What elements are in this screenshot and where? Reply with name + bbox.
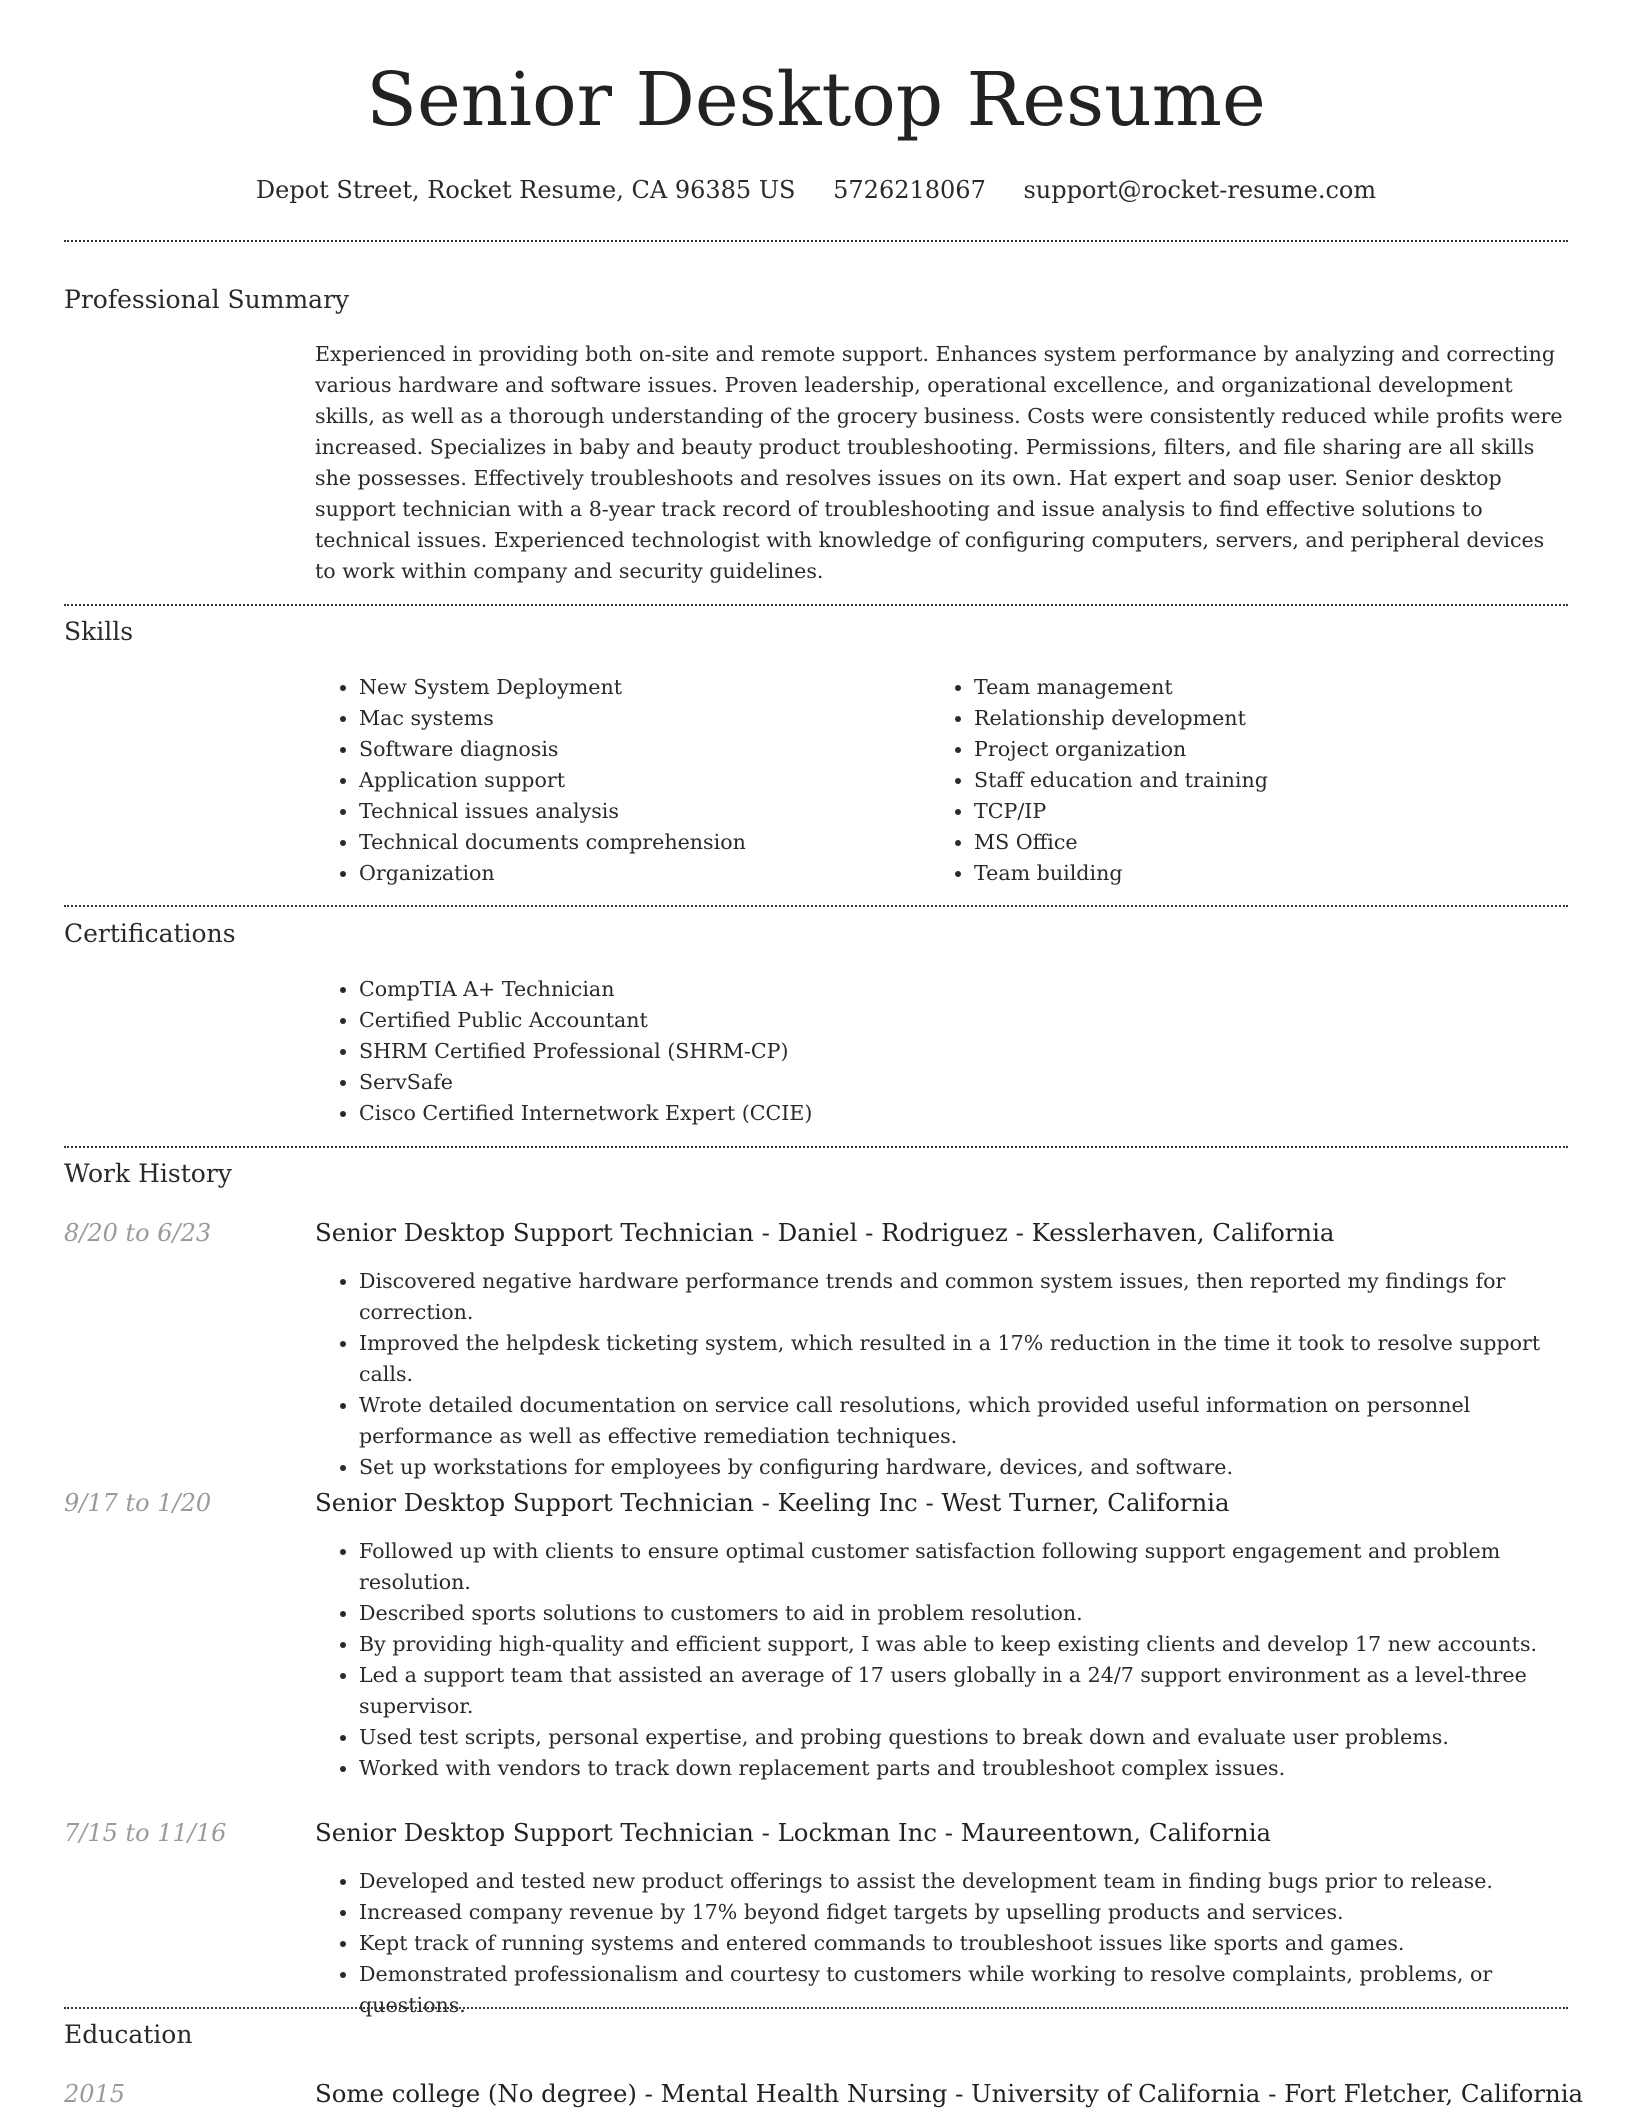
divider <box>64 2007 1568 2009</box>
job-bullet: • Worked with vendors to track down replacement parts and troubleshoot complex issues. <box>359 1753 1575 1784</box>
job-bullet: • Demonstrated professionalism and courtesy to customers while working to resolve complaints, problems, or questions. <box>359 1959 1575 2021</box>
job-bullet: • Improved the helpdesk ticketing system, which resulted in a 17% reduction in the time it took to resolve support calls. <box>359 1328 1575 1390</box>
contact-phone: 5726218067 <box>833 176 986 204</box>
skill-item: • Organization <box>359 858 915 889</box>
divider <box>64 1146 1568 1148</box>
skill-item: • Team management <box>974 672 1550 703</box>
job-bullet: • Developed and tested new product offerings to assist the development team in finding bugs prior to release. <box>359 1866 1575 1897</box>
section-title-certifications: Certifications <box>64 919 236 948</box>
job-heading: Senior Desktop Support Technician - Daniel - Rodriguez - Kesslerhaven, California <box>315 1218 1335 1247</box>
job-bullet: • Set up workstations for employees by configuring hardware, devices, and software. <box>359 1452 1575 1483</box>
job-heading: Senior Desktop Support Technician - Lockman Inc - Maureentown, California <box>315 1818 1272 1847</box>
divider <box>64 905 1568 907</box>
section-title-education: Education <box>64 2020 193 2049</box>
job-heading: Senior Desktop Support Technician - Keeling Inc - West Turner, California <box>315 1488 1230 1517</box>
certifications-list <box>315 974 1215 1129</box>
job-dates: 8/20 to 6/23 <box>64 1219 212 1247</box>
skill-item: • Project organization <box>974 734 1550 765</box>
job-bullet: • Kept track of running systems and entered commands to troubleshoot issues like sports and games. <box>359 1928 1575 1959</box>
job-dates: 9/17 to 1/20 <box>64 1489 212 1517</box>
contact-address: Depot Street, Rocket Resume, CA 96385 US <box>255 176 796 204</box>
skill-item: • Technical issues analysis <box>359 796 915 827</box>
summary-text: Experienced in providing both on-site and remote support. Enhances system performance by analyzing and correcting various hardware and software issues. Proven leadership, operational excellence, and organizational development skills, as well as a thorough understanding of the grocery business. Costs were consistently reduced while profits were increased. Specializes in baby and beauty product troubleshooting. Permissions, filters, and file sharing are all skills she possesses. Effectively troubleshoots and resolves issues on its own. Hat expert and soap user. Senior desktop support technician with a 8-year track record of troubleshooting and issue analysis to find effective solutions to technical issues. Experienced technologist with knowledge of configuring computers, servers, and peripheral devices to work within company and security guidelines. <box>315 342 1563 583</box>
job-bullets <box>315 1536 1575 1784</box>
job-bullets <box>315 1866 1575 2021</box>
contact-line <box>0 170 1632 210</box>
education-year: 2015 <box>64 2080 126 2108</box>
job-bullet: • Described sports solutions to customers to aid in problem resolution. <box>359 1598 1575 1629</box>
certification-item: • SHRM Certified Professional (SHRM-CP) <box>359 1036 1215 1067</box>
section-title-skills: Skills <box>64 617 134 646</box>
skill-item: • Team building <box>974 858 1550 889</box>
resume-name: Senior Desktop Resume <box>366 57 1266 143</box>
job-bullet: • Wrote detailed documentation on service call resolutions, which provided useful information on personnel performance as well as effective remediation techniques. <box>359 1390 1575 1452</box>
job-dates: 7/15 to 11/16 <box>64 1819 227 1847</box>
skill-item: • MS Office <box>974 827 1550 858</box>
certification-item: • CompTIA A+ Technician <box>359 974 1215 1005</box>
skill-item: • New System Deployment <box>359 672 915 703</box>
job-bullet: • Used test scripts, personal expertise, and probing questions to break down and evaluate user problems. <box>359 1722 1575 1753</box>
job-bullet: • Led a support team that assisted an average of 17 users globally in a 24/7 support environment as a level-three supervisor. <box>359 1660 1575 1722</box>
skill-item: • Software diagnosis <box>359 734 915 765</box>
certification-item: • ServSafe <box>359 1067 1215 1098</box>
divider <box>64 604 1568 606</box>
certification-item: • Cisco Certified Internetwork Expert (CCIE) <box>359 1098 1215 1129</box>
skill-item: • Technical documents comprehension <box>359 827 915 858</box>
skills-column-right <box>930 672 1550 889</box>
skills-column-left <box>315 672 915 889</box>
skill-item: • TCP/IP <box>974 796 1550 827</box>
education-heading: Some college (No degree) - Mental Health Nursing - University of California - Fort Fletcher, California <box>315 2079 1584 2108</box>
skill-item: • Staff education and training <box>974 765 1550 796</box>
job-bullet: • Followed up with clients to ensure optimal customer satisfaction following support engagement and problem resolution. <box>359 1536 1575 1598</box>
section-title-work-history: Work History <box>64 1159 232 1188</box>
divider <box>64 240 1568 242</box>
job-bullet: • By providing high-quality and efficient support, I was able to keep existing clients and develop 17 new accounts. <box>359 1629 1575 1660</box>
skill-item: • Application support <box>359 765 915 796</box>
certification-item: • Certified Public Accountant <box>359 1005 1215 1036</box>
job-bullets <box>315 1266 1575 1483</box>
contact-email: support@rocket-resume.com <box>1023 176 1377 204</box>
job-bullet: • Increased company revenue by 17% beyond fidget targets by upselling products and services. <box>359 1897 1575 1928</box>
job-bullet: • Discovered negative hardware performance trends and common system issues, then reported my findings for correction. <box>359 1266 1575 1328</box>
skill-item: • Relationship development <box>974 703 1550 734</box>
section-title-summary: Professional Summary <box>64 285 350 314</box>
skill-item: • Mac systems <box>359 703 915 734</box>
